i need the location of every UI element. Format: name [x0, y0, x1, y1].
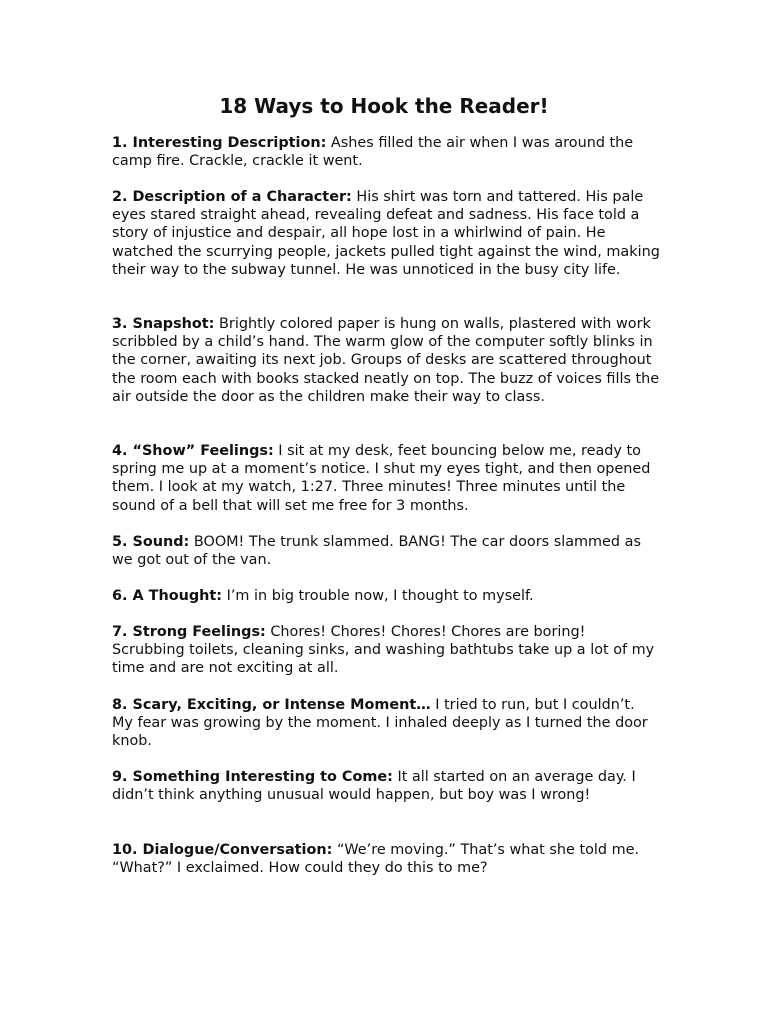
item-text: I sit at my desk, feet bouncing below me, ready to spring me up at a moment’s notice. I shut my eyes tight, and then opened them. I look at my watch, 1:27. Three minutes! Three minutes until the sound of a bell that will set me free for 3 months.: [112, 443, 651, 514]
item-text: Chores! Chores! Chores! Chores are boring! Scrubbing toilets, cleaning sinks, and washing bathtubs take up a lot of my time and are not exciting at all.: [112, 624, 655, 677]
item-text: It all started on an average day. I didn’t think anything unusual would happen, but boy was I wrong!: [112, 769, 636, 804]
list-item-4: [112, 442, 660, 515]
list-item-7: [112, 623, 660, 678]
item-label: 6. A Thought:: [112, 588, 223, 604]
list-item-3: [112, 315, 660, 406]
list-item-8: [112, 696, 660, 751]
item-text: I’m in big trouble now, I thought to myself.: [222, 588, 534, 604]
item-text: Brightly colored paper is hung on walls, plastered with work scribbled by a child’s hand. The warm glow of the computer softly blinks in the corner, awaiting its next job. Groups of desks are scattered throughout the room each with books stacked neatly on top. The buzz of voices fills the air outside the door as the children make their way to class.: [112, 316, 660, 405]
item-text: I tried to run, but I couldn’t. My fear was growing by the moment. I inhaled deeply as I turned the door knob.: [112, 697, 648, 750]
list-item-2: [112, 188, 660, 279]
list-item-6: [112, 587, 660, 605]
item-label: 8. Scary, Exciting, or Intense Moment…: [112, 697, 431, 713]
item-text: His shirt was torn and tattered. His pale eyes stared straight ahead, revealing defeat and sadness. His face told a story of injustice and despair, all hope lost in a whirlwind of pain. He watched the scurrying people, jackets pulled tight against the wind, making their way to the subway tunnel. He was unnoticed in the busy city life.: [112, 189, 660, 278]
page-title: 18 Ways to Hook the Reader!: [219, 94, 549, 118]
item-text: “We’re moving.” That’s what she told me. “What?” I exclaimed. How could they do this to me?: [112, 842, 640, 877]
item-text: Ashes filled the air when I was around the camp fire. Crackle, crackle it went.: [112, 135, 634, 170]
list-item-10: [112, 841, 660, 877]
item-label: 3. Snapshot:: [112, 316, 215, 332]
item-label: 10. Dialogue/Conversation:: [112, 842, 333, 858]
item-text: BOOM! The trunk slammed. BANG! The car doors slammed as we got out of the van.: [112, 534, 641, 569]
list-item-1: [112, 134, 660, 170]
item-label: 5. Sound:: [112, 534, 190, 550]
item-label: 1. Interesting Description:: [112, 135, 327, 151]
item-label: 4. “Show” Feelings:: [112, 443, 274, 459]
item-label: 2. Description of a Character:: [112, 189, 352, 205]
item-label: 7. Strong Feelings:: [112, 624, 266, 640]
item-label: 9. Something Interesting to Come:: [112, 769, 393, 785]
list-item-5: [112, 533, 660, 569]
list-item-9: [112, 768, 660, 804]
